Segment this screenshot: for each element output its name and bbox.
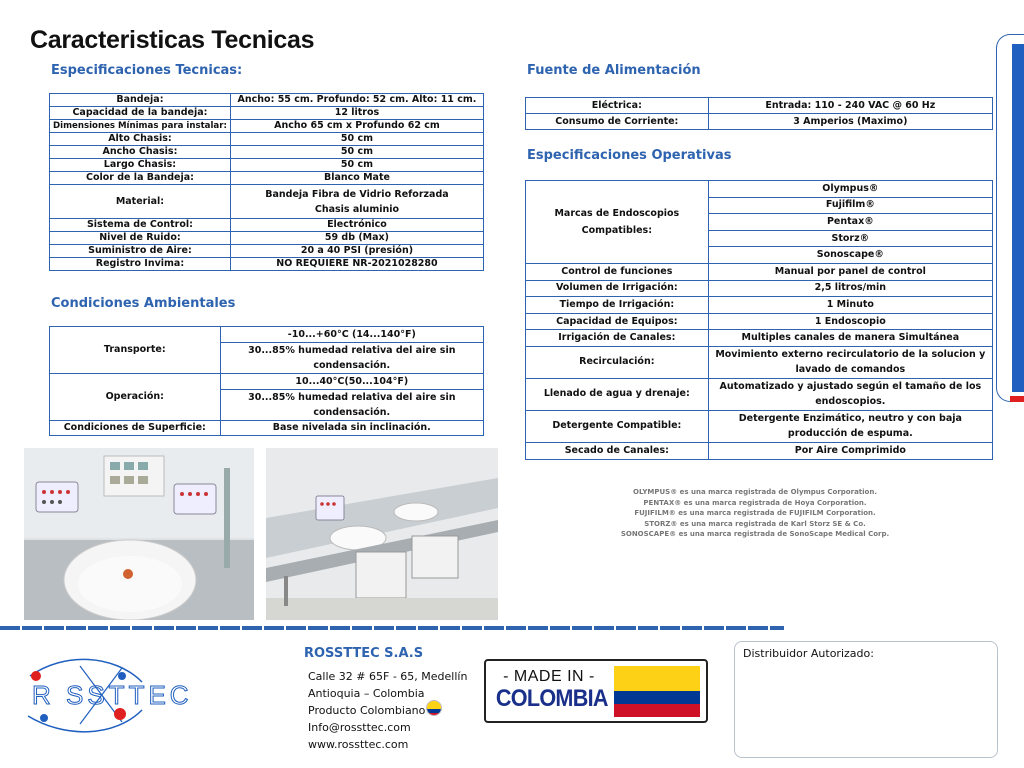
env-value-line: condensación.	[313, 360, 391, 371]
op-label: Volumen de Irrigación:	[526, 280, 709, 297]
spec-label: Suministro de Aire:	[50, 245, 231, 258]
table-row	[526, 181, 993, 198]
logo-wordmark: R SSTTEC	[32, 680, 193, 710]
env-value	[220, 343, 483, 374]
spec-label: Bandeja:	[50, 94, 231, 107]
distributor-box	[734, 641, 998, 758]
env-label: Condiciones de Superficie:	[50, 421, 221, 436]
op-value: Multiples canales de manera Simultánea	[708, 330, 992, 347]
spec-value: 12 litros	[230, 107, 483, 120]
trademark-line: FUJIFILM® es una marca registrada de FUJIFILM Corporation.	[634, 509, 876, 517]
op-label: Capacidad de Equipos:	[526, 313, 709, 330]
made-in-colombia-badge	[484, 659, 708, 723]
spec-label: Material:	[50, 185, 231, 219]
section-title-power: Fuente de Alimentación	[527, 63, 701, 78]
footer-divider	[0, 626, 784, 630]
table-row	[50, 133, 484, 146]
brand-sonoscape: Sonoscape®	[708, 247, 992, 264]
side-tab-accent	[1012, 44, 1024, 392]
op-label: Llenado de agua y drenaje:	[526, 378, 709, 410]
spec-value: 50 cm	[230, 159, 483, 172]
op-label: Irrigación de Canales:	[526, 330, 709, 347]
env-value-line: 30...85% humedad relativa del aire sin	[248, 392, 456, 403]
op-value: Manual por panel de control	[708, 263, 992, 280]
table-row	[526, 378, 993, 410]
op-value: 1 Minuto	[708, 297, 992, 314]
op-label: Secado de Canales:	[526, 442, 709, 459]
table-row	[50, 146, 484, 159]
badge-text	[490, 665, 608, 717]
spec-label: Largo Chasis:	[50, 159, 231, 172]
spec-value: Blanco Mate	[230, 172, 483, 185]
op-value: 2,5 litros/min	[708, 280, 992, 297]
power-label: Eléctrica:	[526, 98, 709, 114]
env-value	[220, 390, 483, 421]
op-label: Recirculación:	[526, 346, 709, 378]
spec-value: 20 a 40 PSI (presión)	[230, 245, 483, 258]
company-logo	[24, 646, 282, 746]
op-value	[708, 346, 992, 378]
spec-label: Alto Chasis:	[50, 133, 231, 146]
op-value-line: Automatizado y ajustado según el tamaño de los	[719, 381, 982, 393]
company-product: Producto Colombiano	[308, 704, 426, 717]
env-value-line: 30...85% humedad relativa del aire sin	[248, 345, 456, 356]
table-row	[50, 421, 484, 436]
spec-value-line: Chasis aluminio	[314, 203, 400, 215]
side-tab-red-mark	[1010, 396, 1024, 402]
environment-table	[49, 326, 484, 436]
op-label: Tiempo de Irrigación:	[526, 297, 709, 314]
op-value-line: lavado de comandos	[795, 364, 906, 376]
brand-olympus: Olympus®	[708, 181, 992, 198]
spec-label: Sistema de Control:	[50, 219, 231, 232]
section-title-operative: Especificaciones Operativas	[527, 148, 732, 163]
trademark-line: SONOSCAPE® es una marca registrada de SonoScape Medical Corp.	[620, 530, 890, 538]
power-value: Entrada: 110 - 240 VAC @ 60 Hz	[708, 98, 992, 114]
spec-value-line: Bandeja Fibra de Vidrio Reforzada	[265, 188, 449, 200]
table-row	[526, 297, 993, 314]
trademark-notes	[600, 487, 910, 540]
brand-fujifilm: Fujifilm®	[708, 197, 992, 214]
section-title-tech-specs: Especificaciones Tecnicas:	[51, 63, 243, 78]
spec-label: Registro Invima:	[50, 258, 231, 271]
brands-label-line: Compatibles:	[581, 224, 652, 236]
table-row	[50, 172, 484, 185]
op-value: 1 Endoscopio	[708, 313, 992, 330]
table-row	[50, 185, 484, 219]
env-value-line: condensación.	[313, 407, 391, 418]
brands-label-line: Marcas de Endoscopios	[554, 207, 680, 219]
product-photo-installation	[266, 448, 498, 620]
table-row	[50, 120, 484, 133]
badge-country: COLOMBIA	[495, 685, 608, 712]
distributor-label: Distribuidor Autorizado:	[743, 647, 874, 660]
table-row	[526, 442, 993, 459]
op-label: Control de funciones	[526, 263, 709, 280]
env-value: 10...40°C(50...104°F)	[220, 374, 483, 390]
power-table	[525, 97, 993, 130]
op-value-line: endoscopios.	[815, 396, 886, 408]
brand-pentax: Pentax®	[708, 214, 992, 231]
op-value: Por Aire Comprimido	[708, 442, 992, 459]
company-name: ROSSTTEC S.A.S	[304, 646, 424, 661]
table-row	[50, 107, 484, 120]
trademark-line: STORZ® es una marca registrada de Karl Storz SE & Co.	[644, 519, 866, 528]
table-row	[50, 245, 484, 258]
company-email[interactable]: Info@rossttec.com	[308, 721, 411, 734]
operative-table	[525, 180, 993, 460]
env-label: Operación:	[50, 374, 221, 421]
spec-value: Ancho 65 cm x Profundo 62 cm	[230, 120, 483, 133]
brands-label	[526, 181, 709, 264]
spec-value	[230, 185, 483, 219]
op-value	[708, 378, 992, 410]
company-region: Antioquia – Colombia	[308, 687, 425, 700]
table-row	[526, 280, 993, 297]
badge-made-in: - MADE IN -	[503, 668, 595, 685]
op-value-line: Movimiento externo recirculatorio de la solucion y	[715, 349, 986, 361]
spec-value: 50 cm	[230, 133, 483, 146]
table-row	[50, 327, 484, 343]
spec-label: Dimensiones Mínimas para instalar:	[50, 120, 231, 133]
spec-label: Ancho Chasis:	[50, 146, 231, 159]
table-row	[526, 330, 993, 347]
spec-value: 50 cm	[230, 146, 483, 159]
table-row	[50, 258, 484, 271]
spec-label: Color de la Bandeja:	[50, 172, 231, 185]
brand-storz: Storz®	[708, 230, 992, 247]
spec-value: Electrónico	[230, 219, 483, 232]
power-value: 3 Amperios (Maximo)	[708, 114, 992, 130]
section-title-environment: Condiciones Ambientales	[51, 296, 236, 311]
env-value: Base nivelada sin inclinación.	[220, 421, 483, 436]
colombia-flag	[614, 666, 700, 717]
product-photo-sink	[24, 448, 254, 620]
op-label: Detergente Compatible:	[526, 410, 709, 442]
table-row	[50, 94, 484, 107]
spec-value: Ancho: 55 cm. Profundo: 52 cm. Alto: 11 cm.	[230, 94, 483, 107]
env-value: -10...+60°C (14...140°F)	[220, 327, 483, 343]
table-row	[526, 346, 993, 378]
company-website[interactable]: www.rossttec.com	[308, 738, 409, 751]
op-value-line: Detergente Enzimático, neutro y con baja	[738, 413, 962, 425]
table-row	[526, 313, 993, 330]
company-address: Calle 32 # 65F - 65, Medellín	[308, 670, 468, 683]
page-title: Caracteristicas Tecnicas	[30, 26, 315, 54]
table-row	[526, 410, 993, 442]
table-row	[50, 232, 484, 245]
table-row	[526, 98, 993, 114]
table-row	[526, 114, 993, 130]
trademark-line: OLYMPUS® es una marca registrada de Olympus Corporation.	[633, 488, 877, 496]
table-row	[50, 159, 484, 172]
env-label: Transporte:	[50, 327, 221, 374]
trademark-line: PENTAX® es una marca registrada de Hoya Corporation.	[643, 498, 867, 507]
spec-label: Capacidad de la bandeja:	[50, 107, 231, 120]
spec-value: NO REQUIERE NR-2021028280	[230, 258, 483, 271]
table-row	[526, 263, 993, 280]
colombia-flag-icon	[426, 700, 442, 716]
spec-label: Nivel de Ruido:	[50, 232, 231, 245]
table-row	[50, 219, 484, 232]
op-value-line: producción de espuma.	[787, 428, 913, 440]
op-value	[708, 410, 992, 442]
power-label: Consumo de Corriente:	[526, 114, 709, 130]
tech-specs-table	[49, 93, 484, 271]
table-row	[50, 374, 484, 390]
spec-value: 59 db (Max)	[230, 232, 483, 245]
